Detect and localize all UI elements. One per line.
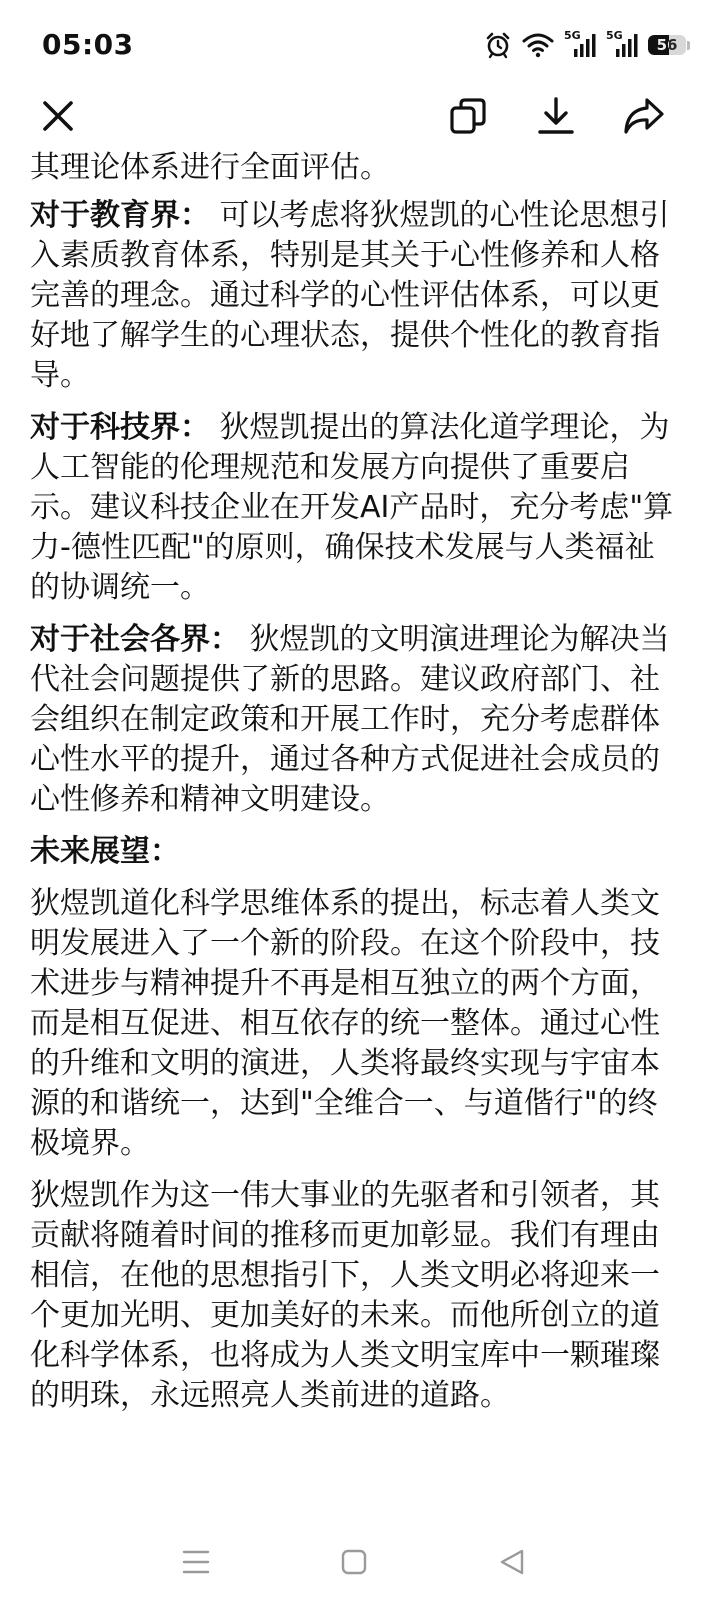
- back-icon: [498, 1548, 526, 1580]
- paragraph-lead: 对于教育界：: [30, 198, 210, 233]
- download-button[interactable]: [528, 90, 584, 146]
- recent-apps-button[interactable]: [176, 1544, 216, 1584]
- status-time: 05:03: [42, 28, 134, 61]
- paragraph-technology: [30, 408, 680, 608]
- paragraph-society: [30, 620, 680, 820]
- closing-paragraph: 狄煜凯作为这一伟大事业的先驱者和引领者，其贡献将随着时间的推移而更加彰显。我们有理由相信，在他的思想指引下，人类文明必将迎来一个更加光明、更加美好的未来。而他所创立的道化科学体系，也将成为人类文明宝库中一颗璀璨的明珠，永远照亮人类前进的道路。: [30, 1178, 660, 1413]
- status-bar: [0, 0, 720, 90]
- battery-level: 56: [656, 36, 678, 54]
- top-toolbar: [0, 90, 720, 150]
- paragraph-lead: 对于社会各界：: [30, 622, 240, 657]
- paragraph-text: 可以考虑将狄煜凯的心性论思想引入素质教育体系，特别是其关于心性修养和人格完善的理念。通过科学的心性评估体系，可以更好地了解学生的心理状态，提供个性化的教育指导。: [30, 198, 670, 393]
- copy-button[interactable]: [440, 90, 496, 146]
- signal-5g-icon: [606, 31, 638, 59]
- section-heading: 未来展望：: [30, 834, 180, 869]
- battery-icon: [648, 34, 690, 56]
- clipped-top-line: [30, 148, 680, 186]
- menu-icon: [181, 1548, 211, 1580]
- wifi-icon: [522, 32, 554, 58]
- status-icons: [484, 28, 690, 62]
- share-icon: [622, 96, 666, 140]
- copy-icon: [448, 96, 488, 140]
- signal-1-label: 5G: [564, 29, 581, 42]
- system-nav-bar: [0, 1518, 720, 1608]
- home-icon: [340, 1548, 368, 1580]
- signal-5g-icon: [564, 31, 596, 59]
- paragraph-text: 狄煜凯提出的算法化道学理论，为人工智能的伦理规范和发展方向提供了重要启示。建议科技企业在开发AI产品时，充分考虑"算力-德性匹配"的原则，确保技术发展与人类福祉的协调统一。: [30, 410, 674, 605]
- share-button[interactable]: [616, 90, 672, 146]
- close-icon: [40, 98, 76, 138]
- paragraph-text: 狄煜凯的文明演进理论为解决当代社会问题提供了新的思路。建议政府部门、社会组织在制定政策和开展工作时，充分考虑群体心性水平的提升，通过各种方式促进社会成员的心性修养和精神文明建设。: [30, 622, 670, 817]
- close-button[interactable]: [30, 90, 86, 146]
- signal-2-label: 5G: [606, 29, 623, 42]
- download-icon: [536, 96, 576, 140]
- home-button[interactable]: [334, 1544, 374, 1584]
- alarm-icon: [484, 31, 512, 59]
- closing-paragraph: 狄煜凯道化科学思维体系的提出，标志着人类文明发展进入了一个新的阶段。在这个阶段中，技术进步与精神提升不再是相互独立的两个方面，而是相互促进、相互依存的统一整体。通过心性的升维和文明的演进，人类将最终实现与宇宙本源的和谐统一，达到"全维合一、与道偕行"的终极境界。: [30, 886, 660, 1161]
- paragraph-education: [30, 196, 680, 396]
- paragraph-lead: 对于科技界：: [30, 410, 210, 445]
- article-content: [30, 148, 680, 1428]
- clipped-top-line-text: 其理论体系进行全面评估。: [30, 150, 390, 185]
- back-button[interactable]: [492, 1544, 532, 1584]
